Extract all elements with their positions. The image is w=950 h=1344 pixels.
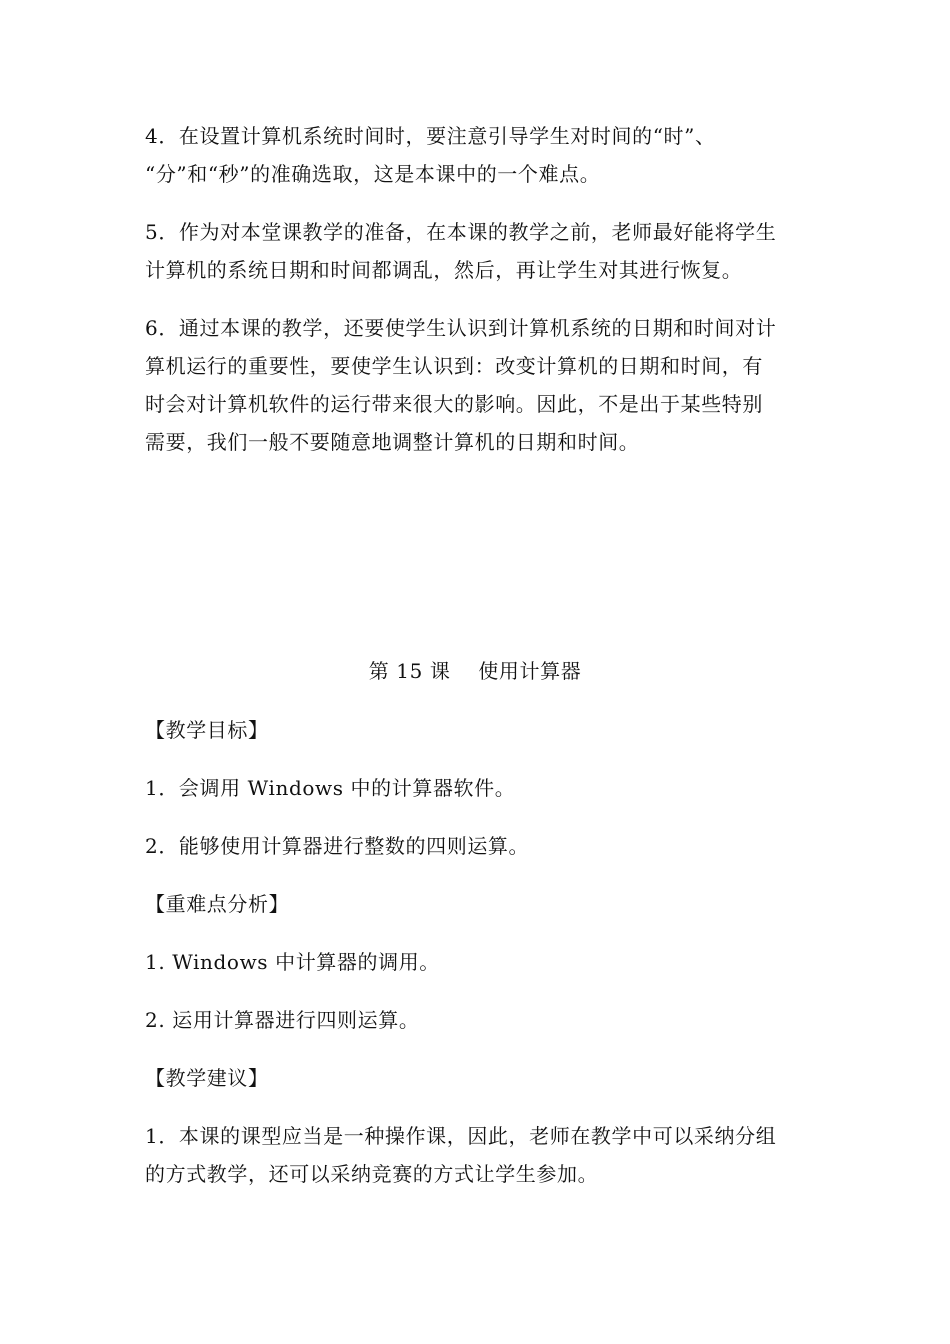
item-4-line-1: 4．在设置计算机系统时间时，要注意引导学生对时间的“时”、: [145, 124, 716, 148]
goal-item-1: 1．会调用 Windows 中的计算器软件。: [145, 776, 516, 800]
item-5-line-2: 计算机的系统日期和时间都调乱，然后，再让学生对其进行恢复。: [145, 258, 743, 282]
suggestions-heading: 【教学建议】: [145, 1066, 269, 1090]
item-6-line-2: 算机运行的重要性，要使学生认识到：改变计算机的日期和时间，有: [145, 354, 763, 378]
key-point-item-2: 2. 运用计算器进行四则运算。: [145, 1008, 420, 1032]
key-point-item-1: 1. Windows 中计算器的调用。: [145, 950, 440, 974]
item-6-line-3: 时会对计算机软件的运行带来很大的影响。因此，不是出于某些特别: [145, 392, 763, 416]
lesson-title: 第 15 课 使用计算器: [368, 659, 582, 683]
key-points-heading: 【重难点分析】: [145, 892, 290, 916]
item-6-line-1: 6．通过本课的教学，还要使学生认识到计算机系统的日期和时间对计: [145, 316, 777, 340]
item-4-line-2: “分”和“秒”的准确选取，这是本课中的一个难点。: [145, 162, 601, 186]
suggestion-1-line-1: 1．本课的课型应当是一种操作课，因此，老师在教学中可以采纳分组: [145, 1124, 777, 1148]
item-6-line-4: 需要，我们一般不要随意地调整计算机的日期和时间。: [145, 430, 640, 454]
goal-item-2: 2．能够使用计算器进行整数的四则运算。: [145, 834, 530, 858]
item-5-line-1: 5．作为对本堂课教学的准备，在本课的教学之前，老师最好能将学生: [145, 220, 777, 244]
goals-heading: 【教学目标】: [145, 718, 269, 742]
suggestion-1-line-2: 的方式教学，还可以采纳竞赛的方式让学生参加。: [145, 1162, 599, 1186]
